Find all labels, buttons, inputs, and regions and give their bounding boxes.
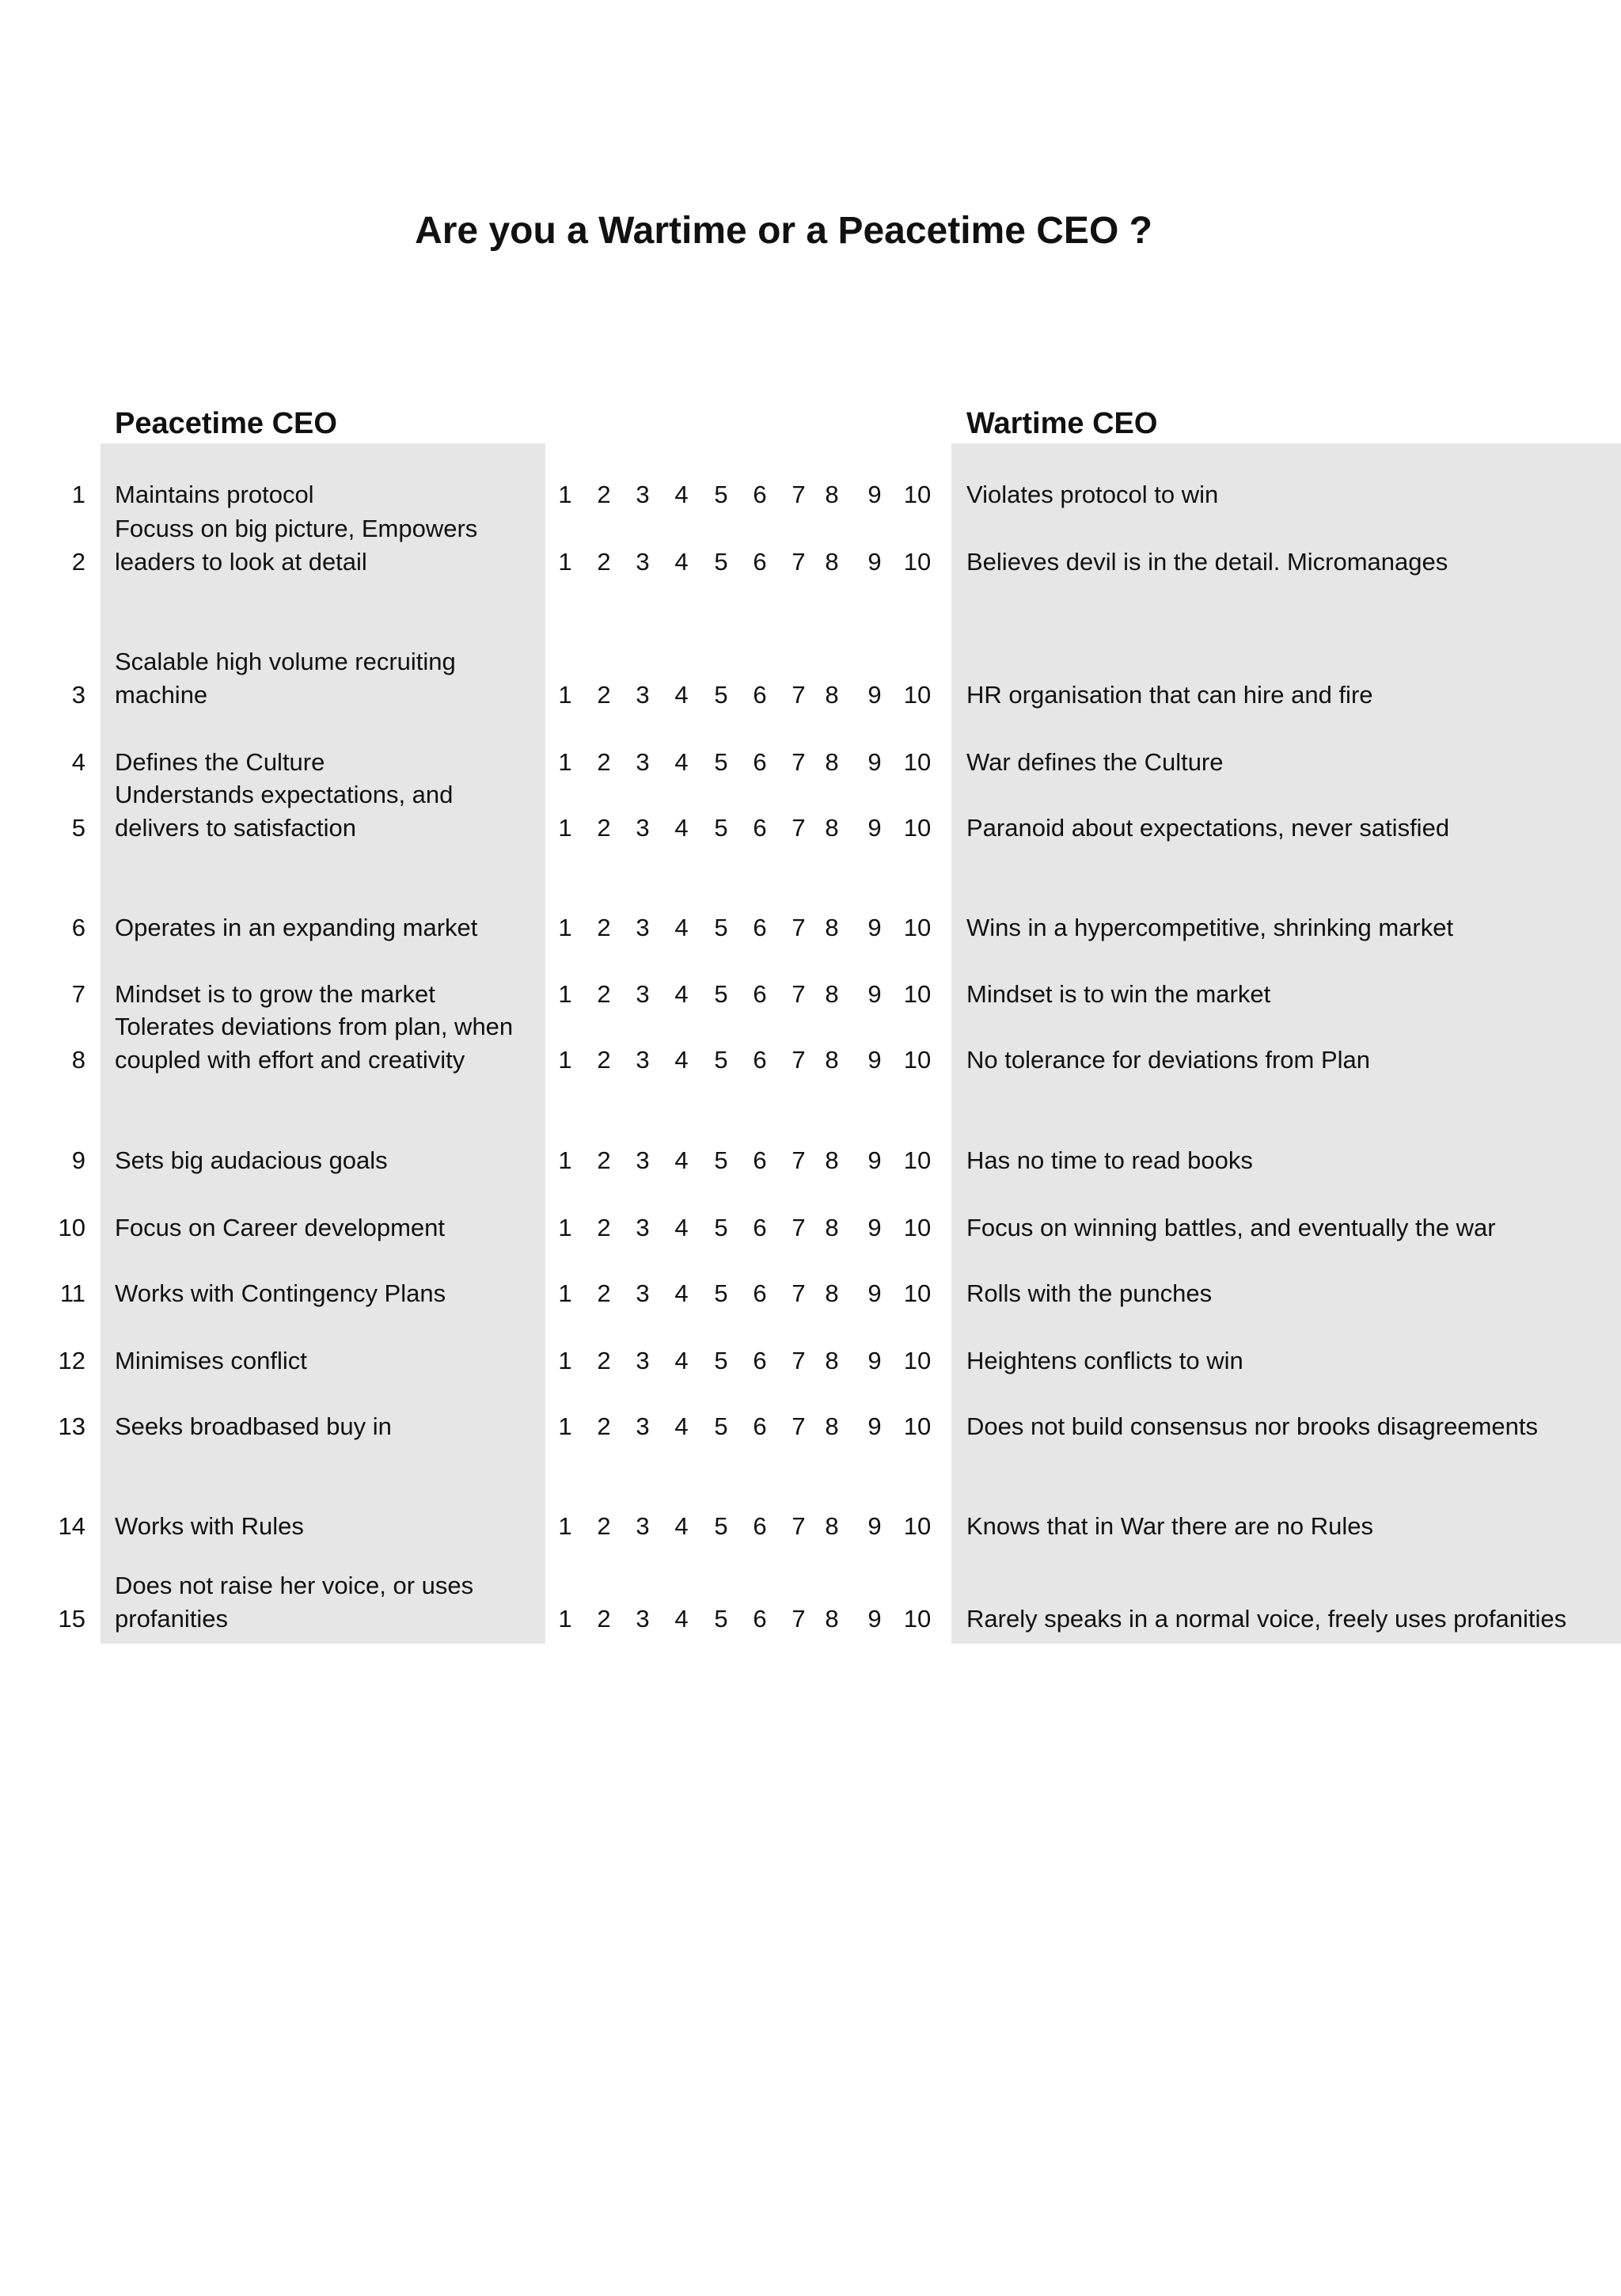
rating-option-2[interactable]: 2 [597,814,611,842]
rating-option-9[interactable]: 9 [867,481,882,508]
rating-option-4[interactable]: 4 [674,1605,689,1633]
rating-option-2[interactable]: 2 [597,1347,611,1374]
table-row [0,476,1621,579]
rating-option-4[interactable]: 4 [674,481,689,508]
rating-option-1[interactable]: 1 [558,1605,572,1633]
rating-option-1[interactable]: 1 [558,1046,572,1074]
rating-option-8[interactable]: 8 [825,980,839,1008]
peacetime-trait: Scalable high volume recruiting machine [115,648,456,709]
rating-option-7[interactable]: 7 [792,1605,806,1633]
rating-option-8[interactable]: 8 [825,548,839,576]
rating-option-4[interactable]: 4 [674,681,689,709]
rating-option-3[interactable]: 3 [636,681,650,709]
rating-option-5[interactable]: 5 [714,914,728,941]
rating-option-6[interactable]: 6 [753,980,767,1008]
rating-option-1[interactable]: 1 [558,748,572,776]
row-number: 10 [58,1214,85,1241]
rating-option-5[interactable]: 5 [714,1214,728,1241]
wartime-trait: War defines the Culture [966,748,1224,776]
rating-option-3[interactable]: 3 [636,980,650,1008]
rating-option-6[interactable]: 6 [753,1146,767,1174]
peacetime-trait: Focus on Career development [115,1214,446,1241]
wartime-trait: Knows that in War there are no Rules [966,1512,1374,1540]
rating-option-6[interactable]: 6 [753,1605,767,1633]
rating-option-5[interactable]: 5 [714,1279,728,1307]
row-number: 5 [71,814,85,842]
rating-option-5[interactable]: 5 [714,748,728,776]
peacetime-header: Peacetime CEO [115,407,337,440]
wartime-trait: Believes devil is in the detail. Micromanages [966,548,1448,576]
rating-option-6[interactable]: 6 [753,748,767,776]
rating-option-6[interactable]: 6 [753,1347,767,1374]
rating-option-5[interactable]: 5 [714,980,728,1008]
rating-option-6[interactable]: 6 [753,1512,767,1540]
rating-option-4[interactable]: 4 [674,1412,689,1440]
rating-option-3[interactable]: 3 [636,748,650,776]
rating-option-2[interactable]: 2 [597,681,611,709]
rating-option-9[interactable]: 9 [867,1214,882,1241]
rating-option-3[interactable]: 3 [636,1347,650,1374]
row-number: 1 [71,481,85,508]
rating-option-6[interactable]: 6 [753,681,767,709]
rating-option-2[interactable]: 2 [597,980,611,1008]
rating-option-5[interactable]: 5 [714,548,728,576]
peacetime-trait: Works with Rules [115,1512,304,1540]
rating-option-10[interactable]: 10 [903,814,932,842]
rating-option-4[interactable]: 4 [674,980,689,1008]
rating-option-10[interactable]: 10 [903,1146,932,1174]
rating-option-3[interactable]: 3 [636,481,650,508]
rating-option-4[interactable]: 4 [674,1214,689,1241]
wartime-trait: Violates protocol to win [966,481,1219,508]
rating-option-5[interactable]: 5 [714,1605,728,1633]
rating-option-8[interactable]: 8 [825,681,839,709]
rating-option-8[interactable]: 8 [825,1605,839,1633]
rating-option-3[interactable]: 3 [636,1146,650,1174]
rating-option-10[interactable]: 10 [903,481,932,508]
rating-option-3[interactable]: 3 [636,1605,650,1633]
rating-option-10[interactable]: 10 [903,548,932,576]
rating-option-10[interactable]: 10 [903,1512,932,1540]
rating-option-10[interactable]: 10 [903,980,932,1008]
row-number: 14 [58,1512,85,1540]
row-number: 6 [71,914,85,941]
peacetime-trait: Focuss on big picture, Empowers leaders to look at detail [115,515,478,576]
rating-option-3[interactable]: 3 [636,1512,650,1540]
rating-option-7[interactable]: 7 [792,748,806,776]
rating-option-6[interactable]: 6 [753,914,767,941]
peacetime-trait: Defines the Culture [115,748,325,776]
rating-option-9[interactable]: 9 [867,681,882,709]
table-row [0,1533,1621,1636]
rating-option-6[interactable]: 6 [753,1279,767,1307]
rating-option-10[interactable]: 10 [903,1347,932,1374]
peacetime-trait: Operates in an expanding market [115,914,478,941]
rating-option-4[interactable]: 4 [674,1046,689,1074]
wartime-trait: Has no time to read books [966,1146,1253,1174]
table-row [0,1440,1621,1543]
rating-option-1[interactable]: 1 [558,980,572,1008]
rating-option-2[interactable]: 2 [597,481,611,508]
rating-option-10[interactable]: 10 [903,1412,932,1440]
rating-option-7[interactable]: 7 [792,1512,806,1540]
wartime-trait: Does not build consensus nor brooks disagreements [966,1412,1539,1440]
table-row [0,1340,1621,1443]
rating-option-10[interactable]: 10 [903,1605,932,1633]
row-number: 8 [71,1046,85,1074]
rating-option-2[interactable]: 2 [597,1214,611,1241]
row-number: 7 [71,980,85,1008]
rating-option-1[interactable]: 1 [558,1146,572,1174]
rating-option-8[interactable]: 8 [825,914,839,941]
peacetime-trait: Maintains protocol [115,481,314,508]
rating-option-10[interactable]: 10 [903,1046,932,1074]
rating-option-8[interactable]: 8 [825,1214,839,1241]
rating-option-8[interactable]: 8 [825,1412,839,1440]
rating-option-3[interactable]: 3 [636,1279,650,1307]
rating-option-5[interactable]: 5 [714,1512,728,1540]
row-number: 15 [58,1605,85,1633]
rating-option-6[interactable]: 6 [753,548,767,576]
row-number: 2 [71,548,85,576]
rating-option-7[interactable]: 7 [792,1146,806,1174]
rating-option-1[interactable]: 1 [558,814,572,842]
row-number: 4 [71,748,85,776]
rating-option-9[interactable]: 9 [867,1512,882,1540]
rating-option-4[interactable]: 4 [674,748,689,776]
peacetime-trait: Tolerates deviations from plan, when coupled with effort and creativity [115,1013,514,1074]
rating-option-1[interactable]: 1 [558,681,572,709]
rating-option-3[interactable]: 3 [636,548,650,576]
wartime-trait: Rolls with the punches [966,1279,1213,1307]
rating-option-9[interactable]: 9 [867,914,882,941]
rating-option-4[interactable]: 4 [674,1512,689,1540]
rating-option-9[interactable]: 9 [867,814,882,842]
rating-option-5[interactable]: 5 [714,481,728,508]
row-number: 3 [71,681,85,709]
rating-option-4[interactable]: 4 [674,1279,689,1307]
rating-option-8[interactable]: 8 [825,1146,839,1174]
rating-option-9[interactable]: 9 [867,1605,882,1633]
rating-option-6[interactable]: 6 [753,481,767,508]
peacetime-trait: Understands expectations, and delivers to satisfaction [115,781,454,842]
row-number: 9 [71,1146,85,1174]
wartime-trait: No tolerance for deviations from Plan [966,1046,1371,1074]
rating-option-2[interactable]: 2 [597,1412,611,1440]
rating-option-1[interactable]: 1 [558,1412,572,1440]
rating-option-5[interactable]: 5 [714,1412,728,1440]
rating-option-1[interactable]: 1 [558,481,572,508]
rating-option-4[interactable]: 4 [674,1347,689,1374]
rating-option-9[interactable]: 9 [867,1347,882,1374]
rating-option-5[interactable]: 5 [714,681,728,709]
peacetime-trait: Sets big audacious goals [115,1146,388,1174]
rating-option-4[interactable]: 4 [674,914,689,941]
wartime-trait: Mindset is to win the market [966,980,1271,1008]
wartime-trait: Rarely speaks in a normal voice, freely uses profanities [966,1605,1567,1633]
rating-option-4[interactable]: 4 [674,1146,689,1174]
wartime-trait: HR organisation that can hire and fire [966,681,1373,709]
rating-option-7[interactable]: 7 [792,1279,806,1307]
rating-option-7[interactable]: 7 [792,548,806,576]
rating-option-7[interactable]: 7 [792,1214,806,1241]
row-number: 11 [59,1279,85,1307]
rating-option-8[interactable]: 8 [825,1046,839,1074]
wartime-trait: Heightens conflicts to win [966,1347,1243,1374]
table-row [0,974,1621,1077]
rating-option-3[interactable]: 3 [636,1214,650,1241]
rating-option-1[interactable]: 1 [558,1214,572,1241]
rating-option-2[interactable]: 2 [597,1046,611,1074]
peacetime-trait: Does not raise her voice, or uses profanities [115,1572,474,1633]
row-number: 13 [58,1412,85,1440]
rating-option-8[interactable]: 8 [825,748,839,776]
peacetime-trait: Minimises conflict [115,1347,307,1374]
rating-option-3[interactable]: 3 [636,814,650,842]
rating-option-1[interactable]: 1 [558,1347,572,1374]
wartime-trait: Wins in a hypercompetitive, shrinking market [966,914,1454,941]
rating-option-9[interactable]: 9 [867,1412,882,1440]
rating-option-10[interactable]: 10 [903,1279,932,1307]
row-number: 12 [58,1347,85,1374]
rating-option-7[interactable]: 7 [792,481,806,508]
rating-option-3[interactable]: 3 [636,914,650,941]
rating-option-2[interactable]: 2 [597,748,611,776]
rating-option-9[interactable]: 9 [867,748,882,776]
rating-option-7[interactable]: 7 [792,681,806,709]
rating-option-3[interactable]: 3 [636,1412,650,1440]
rating-option-7[interactable]: 7 [792,980,806,1008]
rating-option-7[interactable]: 7 [792,1412,806,1440]
rating-option-9[interactable]: 9 [867,548,882,576]
rating-option-6[interactable]: 6 [753,814,767,842]
rating-option-2[interactable]: 2 [597,914,611,941]
rating-option-8[interactable]: 8 [825,1347,839,1374]
rating-option-10[interactable]: 10 [903,1214,932,1241]
rating-option-4[interactable]: 4 [674,814,689,842]
rating-option-2[interactable]: 2 [597,548,611,576]
rating-option-8[interactable]: 8 [825,1279,839,1307]
rating-option-9[interactable]: 9 [867,1279,882,1307]
rating-option-9[interactable]: 9 [867,980,882,1008]
rating-option-1[interactable]: 1 [558,548,572,576]
rating-option-6[interactable]: 6 [753,1214,767,1241]
rating-option-1[interactable]: 1 [558,1512,572,1540]
rating-option-2[interactable]: 2 [597,1146,611,1174]
rating-option-9[interactable]: 9 [867,1046,882,1074]
rating-option-10[interactable]: 10 [903,748,932,776]
rating-option-1[interactable]: 1 [558,914,572,941]
rating-option-2[interactable]: 2 [597,1605,611,1633]
wartime-trait: Focus on winning battles, and eventually the war [966,1214,1496,1241]
rating-option-2[interactable]: 2 [597,1279,611,1307]
rating-option-6[interactable]: 6 [753,1412,767,1440]
rating-option-8[interactable]: 8 [825,481,839,508]
rating-option-5[interactable]: 5 [714,1046,728,1074]
peacetime-trait: Seeks broadbased buy in [115,1412,392,1440]
rating-option-3[interactable]: 3 [636,1046,650,1074]
wartime-trait: Paranoid about expectations, never satisfied [966,814,1450,842]
wartime-header: Wartime CEO [966,407,1158,440]
rating-option-7[interactable]: 7 [792,1046,806,1074]
rating-option-9[interactable]: 9 [867,1146,882,1174]
rating-option-7[interactable]: 7 [792,814,806,842]
rating-option-1[interactable]: 1 [558,1279,572,1307]
rating-option-7[interactable]: 7 [792,914,806,941]
table-row [0,742,1621,845]
page-title: Are you a Wartime or a Peacetime CEO ? [415,210,1152,252]
rating-option-8[interactable]: 8 [825,814,839,842]
rating-option-2[interactable]: 2 [597,1512,611,1540]
rating-option-5[interactable]: 5 [714,814,728,842]
rating-option-5[interactable]: 5 [714,1347,728,1374]
rating-option-6[interactable]: 6 [753,1046,767,1074]
peacetime-trait: Mindset is to grow the market [115,980,435,1008]
rating-option-5[interactable]: 5 [714,1146,728,1174]
rating-option-10[interactable]: 10 [903,681,932,709]
rating-option-10[interactable]: 10 [903,914,932,941]
rating-option-8[interactable]: 8 [825,1512,839,1540]
rating-option-7[interactable]: 7 [792,1347,806,1374]
rating-option-4[interactable]: 4 [674,548,689,576]
peacetime-trait: Works with Contingency Plans [115,1279,446,1307]
